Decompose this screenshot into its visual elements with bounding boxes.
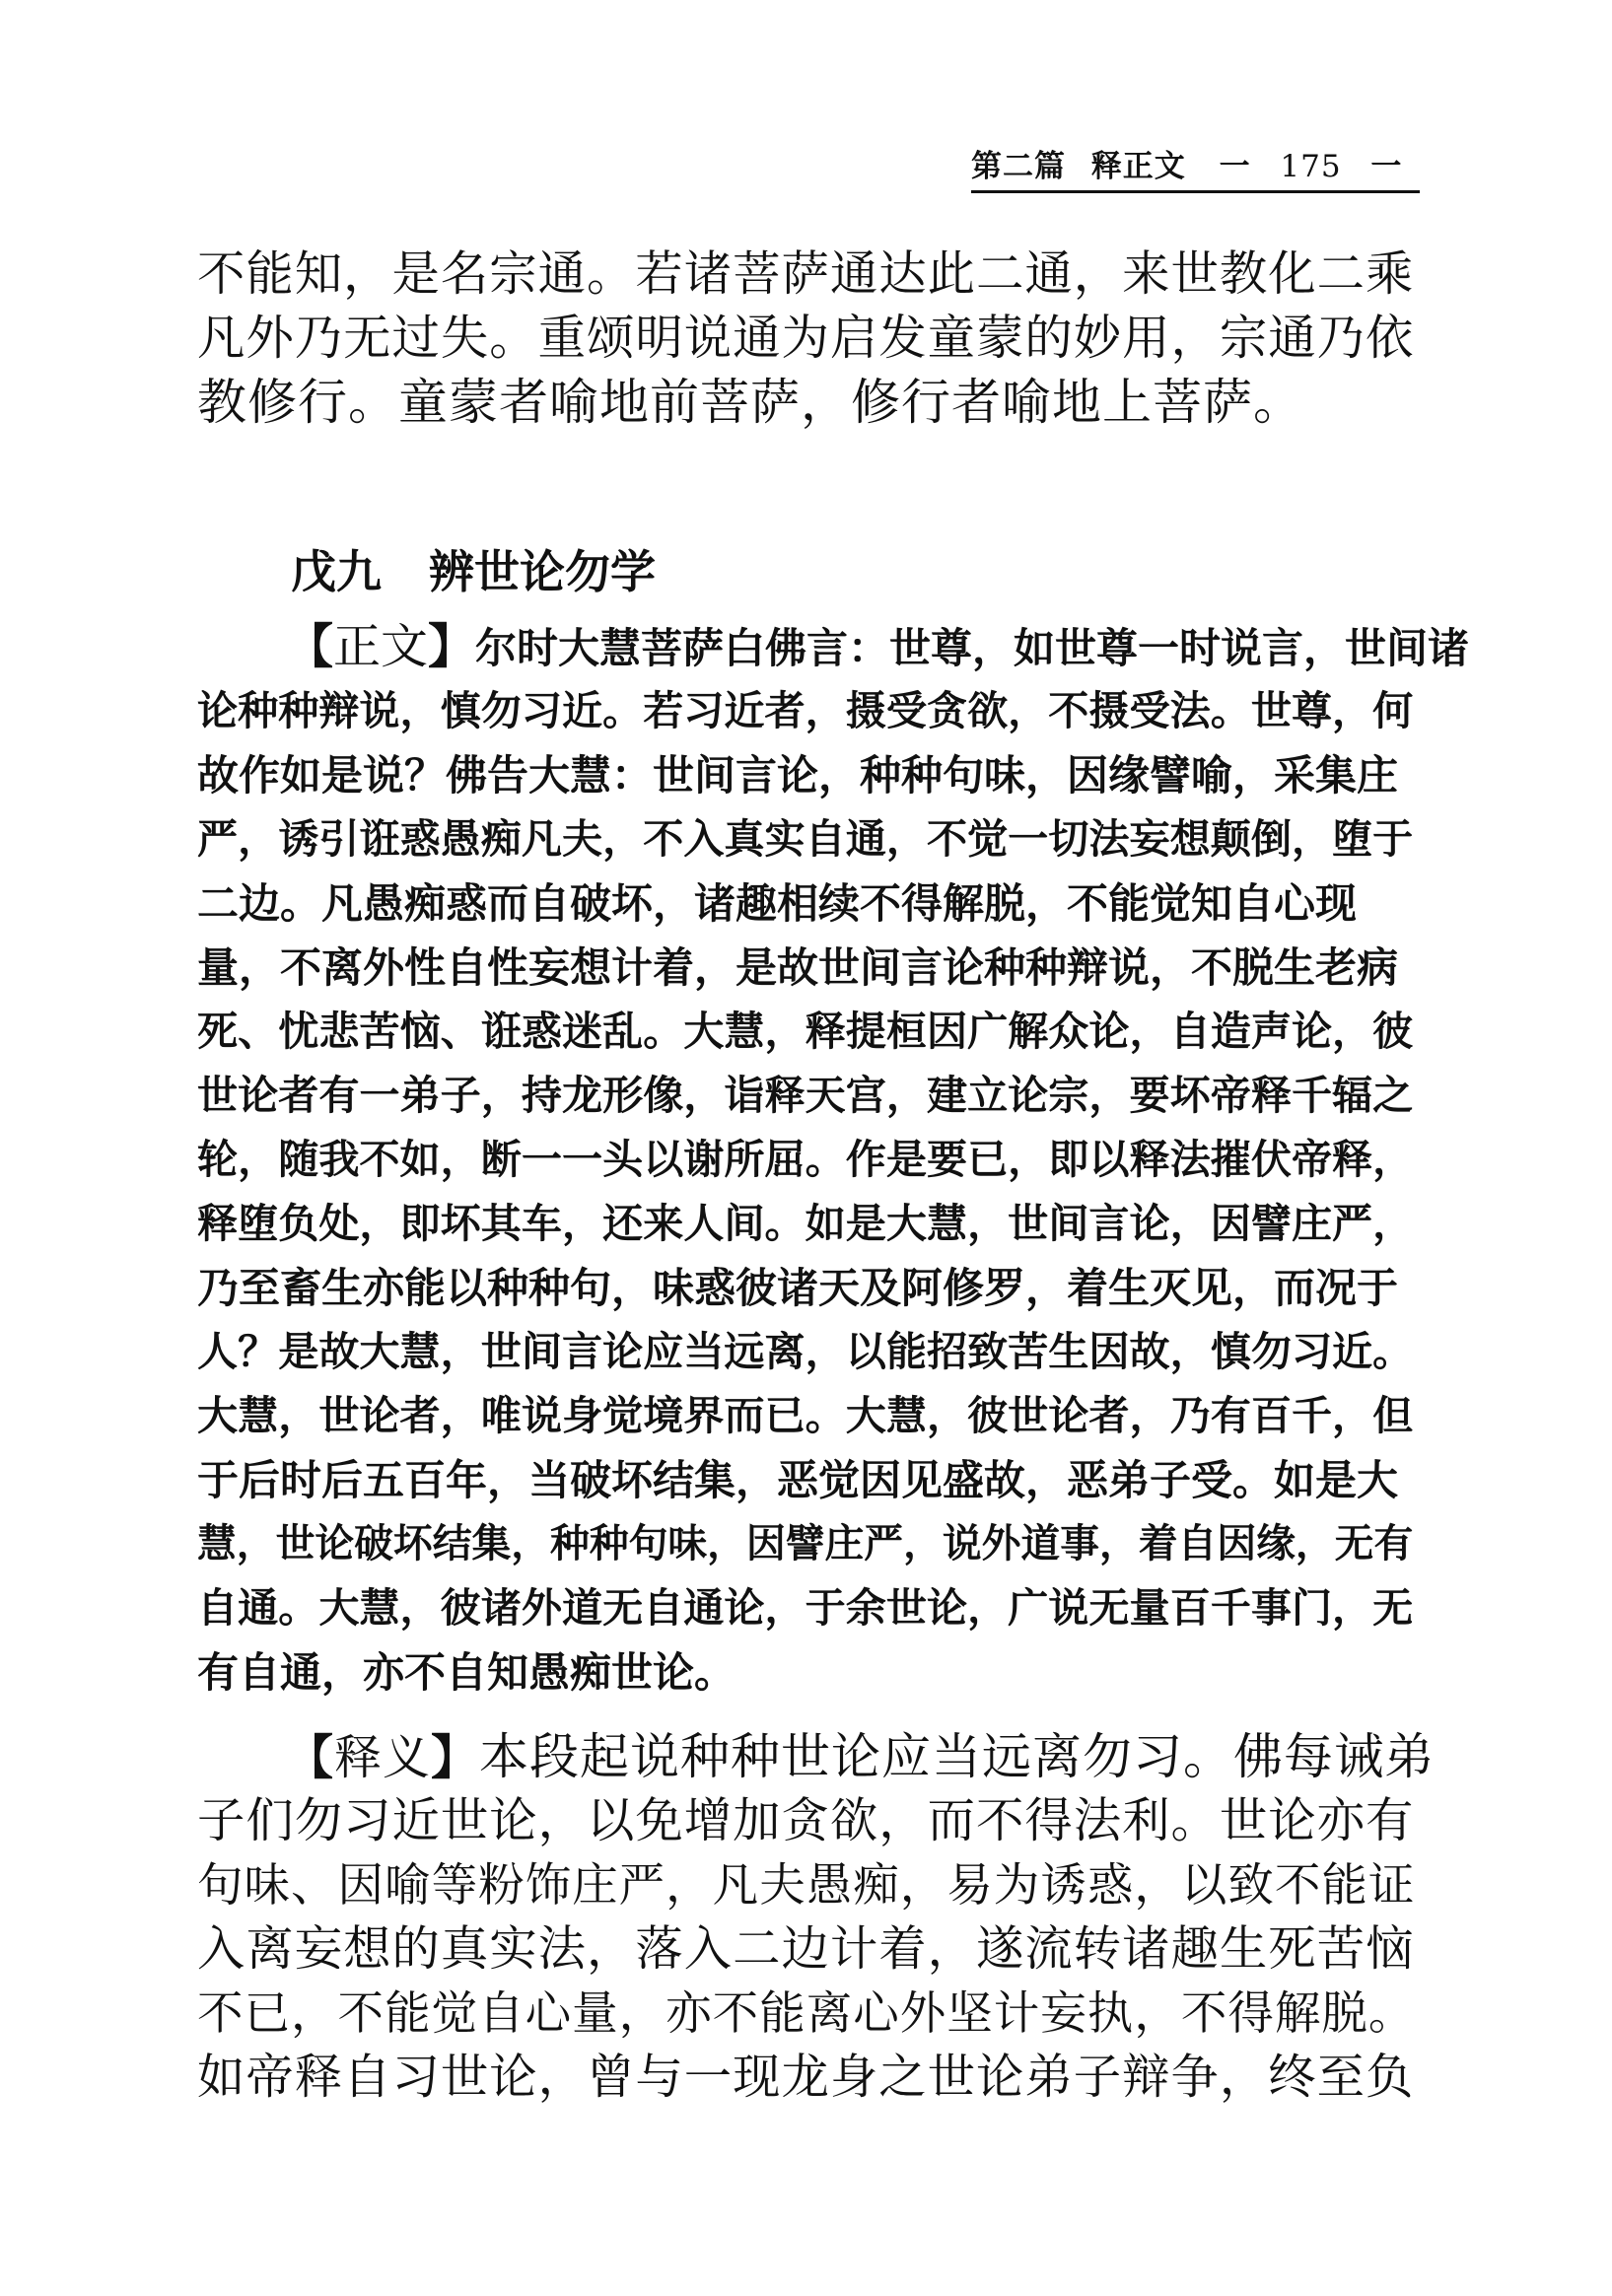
shiyi-line: 如帝释自习世论，曾与一现龙身之世论弟子辩争，终至负 <box>197 2050 1415 2105</box>
zhengwen-line: 慧，世论破坏结集，种种句味，因譬庄严，说外道事，着自因缘，无有 <box>197 1521 1414 1566</box>
page-number: 175 <box>1280 149 1342 184</box>
zhengwen-line: 二边。凡愚痴惑而自破坏，诸趣相续不得解脱，不能觉知自心现 <box>197 879 1358 928</box>
section-title: 辨世论勿学 <box>429 545 656 598</box>
running-header <box>971 144 1420 189</box>
shiyi-line: 不已，不能觉自心量，亦不能离心外坚计妄执，不得解脱。 <box>197 1986 1416 2040</box>
intro-paragraph <box>197 243 1420 435</box>
zhengwen-line: 于后时后五百年，当破坏结集，恶觉因见盛故，恶弟子受。如是大 <box>197 1456 1399 1504</box>
zhengwen-line: 释堕负处，即坏其车，还来人间。如是大慧，世间言论，因譬庄严， <box>197 1200 1414 1247</box>
shiyi-line: 句味、因喻等粉饰庄严，凡夫愚痴，易为诱惑，以致不能证 <box>197 1858 1416 1912</box>
intro-line: 教修行。童蒙者喻地前菩萨，修行者喻地上菩萨。 <box>197 374 1303 431</box>
zhengwen-paragraph <box>197 615 1470 1705</box>
shiyi-line: 【释义】本段起说种种世论应当远离勿习。佛每诫弟 <box>286 1728 1436 1785</box>
zhengwen-line: 世论者有一弟子，持龙形像，诣释天宫，建立论宗，要坏帝释千辐之 <box>197 1072 1414 1119</box>
header-rule <box>971 190 1420 193</box>
header-dash-right: 一 <box>1370 149 1403 184</box>
shiyi-line: 入离妄想的真实法，落入二边计着，遂流转诸趣生死苦恼 <box>197 1921 1415 1977</box>
section-number: 戊九 <box>291 545 382 598</box>
intro-line: 凡外乃无过失。重颂明说通为启发童蒙的妙用，宗通乃依 <box>197 311 1415 366</box>
zhengwen-line: 【正文】尔时大慧菩萨白佛言：世尊，如世尊一时说言，世间诸 <box>286 619 1470 674</box>
zhengwen-line: 严，诱引诳惑愚痴凡夫，不入真实自通，不觉一切法妄想颠倒，堕于 <box>197 815 1414 863</box>
zhengwen-line: 自通。大慧，彼诸外道无自通论，于余世论，广说无量百千事门，无 <box>197 1584 1414 1632</box>
zhengwen-label: 【正文】 <box>286 619 476 674</box>
shiyi-line: 子们勿习近世论，以免增加贪欲，而不得法利。世论亦有 <box>197 1793 1415 1848</box>
zhengwen-line: 论种种辩说，慎勿习近。若习近者，摄受贪欲，不摄受法。世尊，何 <box>197 687 1414 734</box>
header-title: 释正文 <box>1090 149 1186 184</box>
shiyi-paragraph <box>197 1725 1436 2110</box>
zhengwen-line: 量，不离外性自性妄想计着，是故世间言论种种辩说，不脱生老病 <box>197 943 1399 992</box>
zhengwen-line: 乃至畜生亦能以种种句，味惑彼诸天及阿修罗，着生灭见，而况于 <box>197 1264 1399 1312</box>
zhengwen-line: 轮，随我不如，断一一头以谢所屈。作是要已，即以释法摧伏帝释， <box>197 1136 1414 1183</box>
header-dash-left: 一 <box>1219 149 1251 184</box>
header-part: 第二篇 <box>971 149 1066 184</box>
intro-line: 不能知，是名宗通。若诸菩萨通达此二通，来世教化二乘 <box>197 246 1415 302</box>
zhengwen-line: 死、忧悲苦恼、诳惑迷乱。大慧，释提桓因广解众论，自造声论，彼 <box>197 1008 1414 1055</box>
zhengwen-line: 人？是故大慧，世间言论应当远离，以能招致苦生因故，慎勿习近。 <box>197 1328 1414 1375</box>
zhengwen-line: 有自通，亦不自知愚痴世论。 <box>197 1648 736 1697</box>
zhengwen-line: 故作如是说？佛告大慧：世间言论，种种句味，因缘譬喻，采集庄 <box>197 751 1399 800</box>
shiyi-label: 【释义】 <box>286 1730 480 1785</box>
zhengwen-line: 大慧，世论者，唯说身觉境界而已。大慧，彼世论者，乃有百千，但 <box>197 1392 1414 1439</box>
section-heading <box>291 537 656 606</box>
